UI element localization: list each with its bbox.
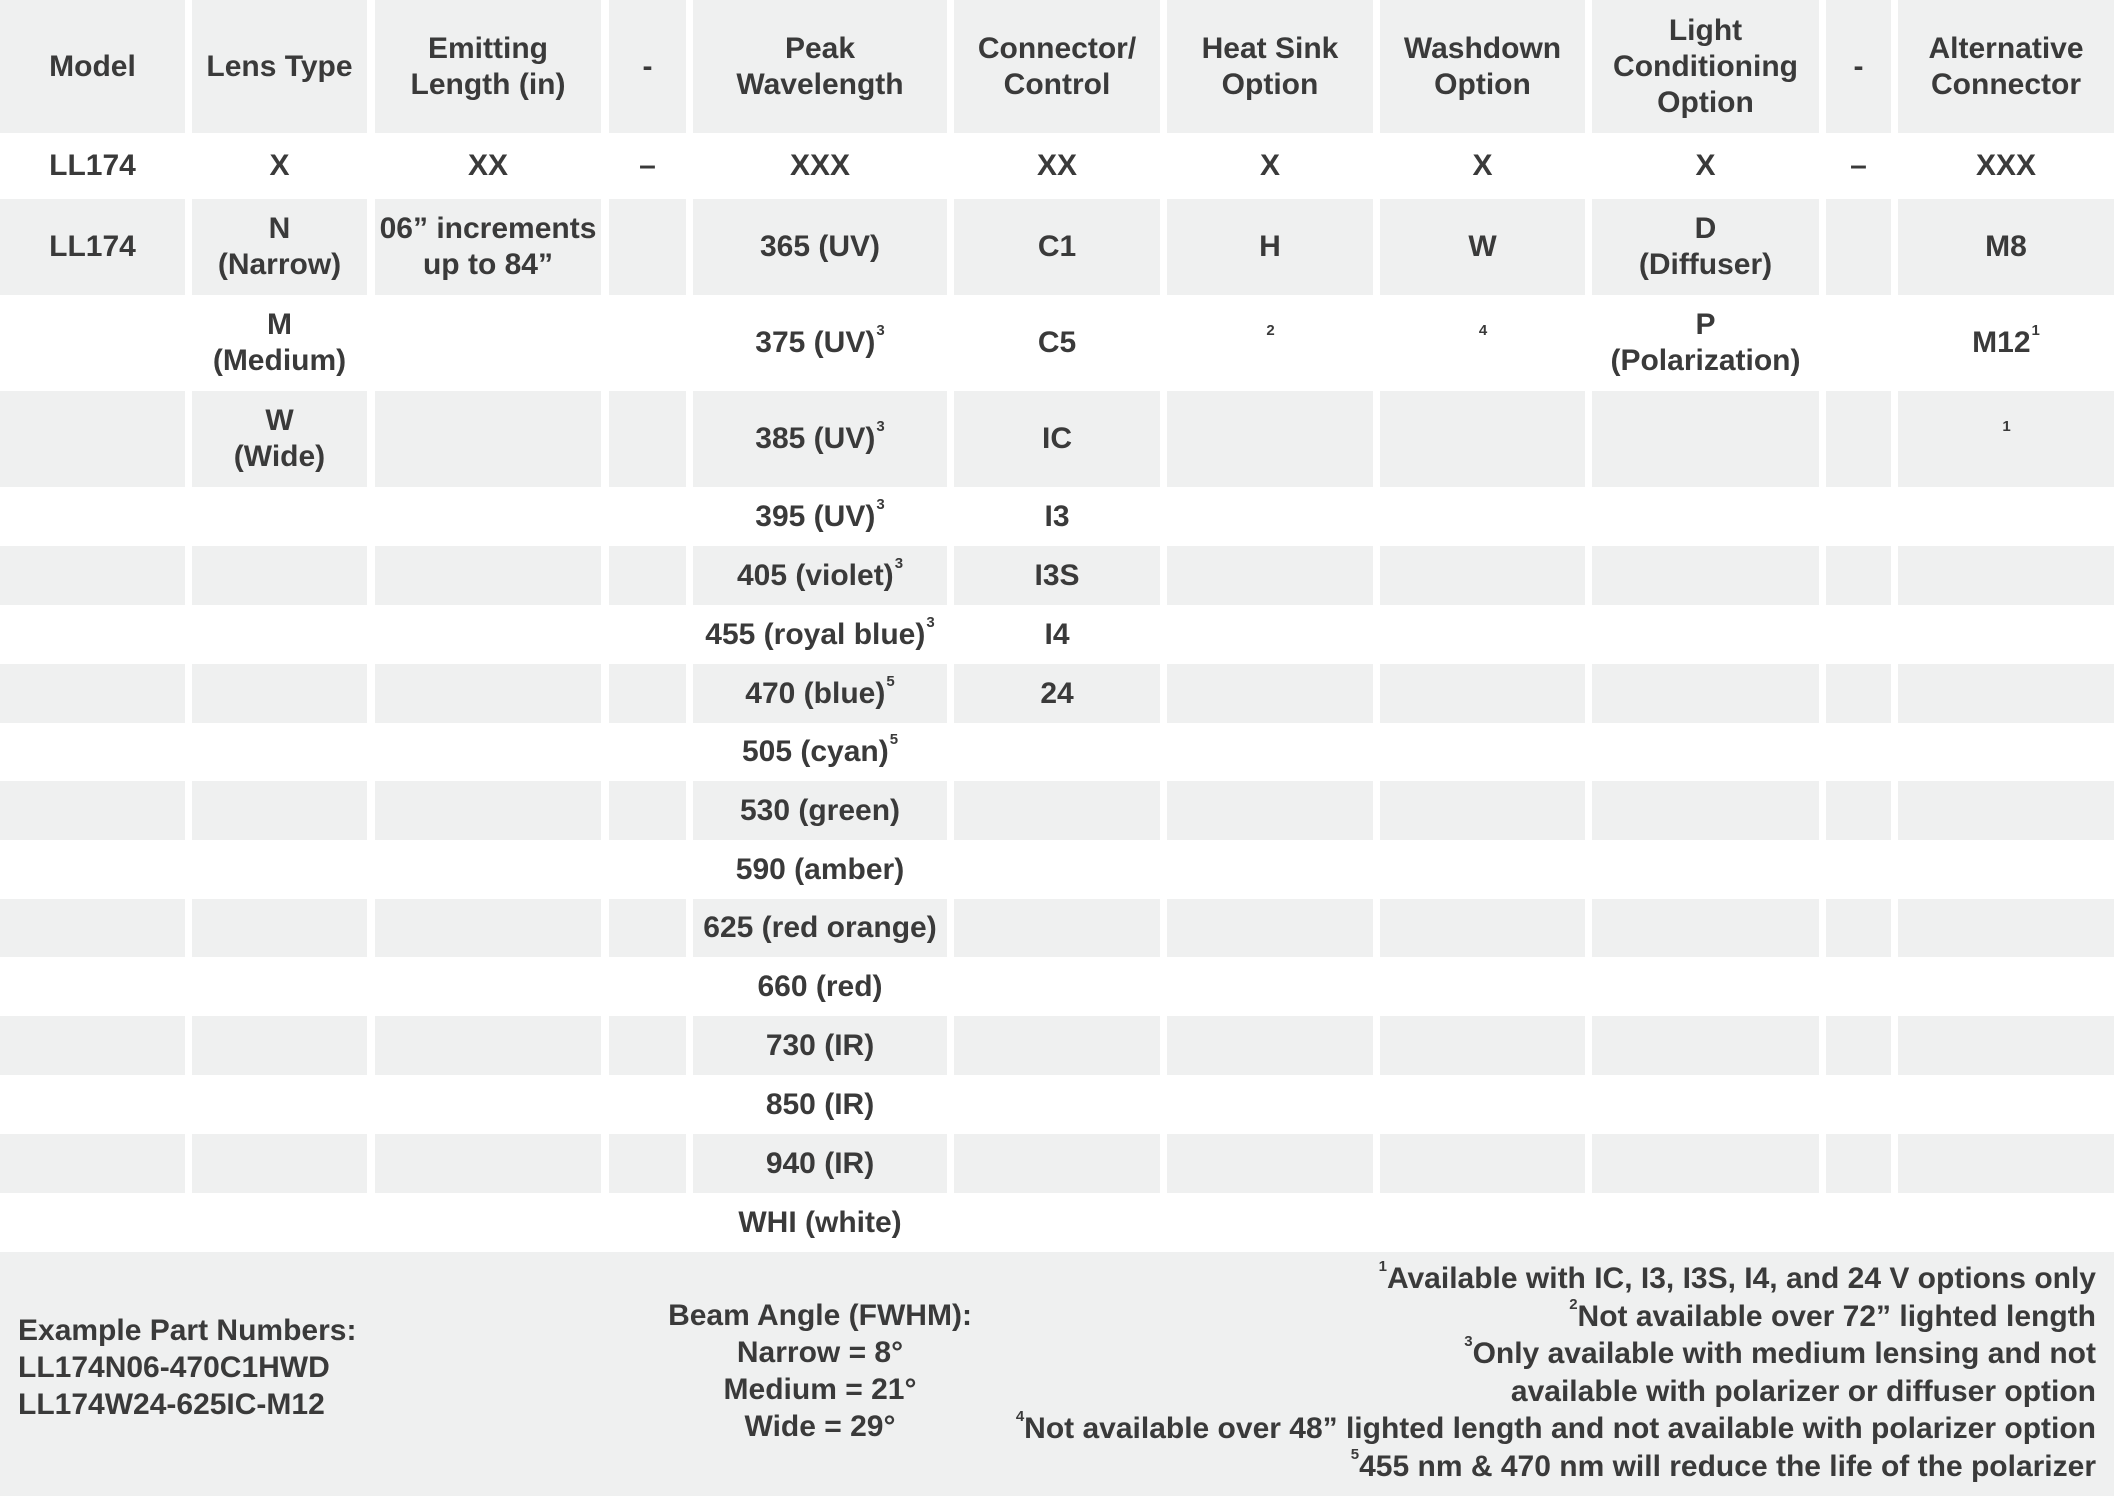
cell-peak-wavelength: 625 (red orange): [693, 899, 947, 957]
footnote-marker: 3: [894, 554, 904, 572]
cell-connector-control: I4: [1044, 617, 1070, 651]
cell-heat-sink: [1167, 487, 1373, 546]
table-row: [0, 1193, 2114, 1252]
cell-separator: [609, 781, 686, 840]
footnote-marker: 3: [876, 322, 885, 339]
table-row: [0, 391, 2114, 487]
header-connector-control: Connector/ Control: [954, 0, 1160, 133]
cell-separator: [609, 605, 686, 664]
cell-peak-wavelength: 505 (cyan)$^5$: [741, 731, 899, 768]
cell-alternative-connector: [1898, 1075, 2114, 1134]
cell-washdown: [1380, 957, 1585, 1016]
footnote-line: [996, 1335, 2096, 1373]
table-row: [0, 781, 2114, 840]
cell-peak-wavelength: 590 (amber): [735, 852, 905, 886]
cell-model: [0, 391, 185, 487]
cell-connector-control: [954, 840, 1160, 899]
cell-emitting-length: [375, 391, 601, 487]
cell-lens-type: [192, 605, 367, 664]
cell-separator: [609, 487, 686, 546]
cell-connector-control: [954, 1193, 1160, 1252]
cell-washdown: [1380, 1193, 1585, 1252]
cell-model: LL174: [49, 149, 136, 182]
cell-emitting-length: [375, 295, 601, 391]
cell-emitting-length: [375, 1134, 601, 1193]
cell-lens-type: [192, 1016, 367, 1075]
cell-light-conditioning: [1592, 723, 1819, 781]
table-header-row: [0, 0, 2114, 133]
cell-washdown: [1380, 899, 1585, 957]
cell-washdown: [1380, 723, 1585, 781]
cell-lens-type: [192, 899, 367, 957]
cell-alternative-connector: [1898, 1016, 2114, 1075]
cell-emitting-length: [375, 605, 601, 664]
cell-lens-type: [192, 723, 367, 781]
cell-alternative-connector: [1898, 781, 2114, 840]
header-light-conditioning: Light Conditioning Option: [1592, 0, 1819, 133]
cell-separator: [1826, 1075, 1891, 1134]
cell-washdown: W: [1380, 199, 1585, 295]
table-row: [0, 199, 2114, 295]
table-row: [0, 1134, 2114, 1193]
cell-alternative-connector: [1898, 840, 2114, 899]
cell-connector-control: 24: [954, 664, 1160, 723]
cell-peak-wavelength: 385 (UV)$^3$: [693, 391, 947, 487]
cell-separator: [1826, 546, 1891, 605]
cell-heat-sink: [1167, 899, 1373, 957]
cell-washdown: [1380, 295, 1585, 391]
cell-emitting-length: 06” increments up to 84”: [375, 199, 601, 295]
footnote-number: 3: [1464, 1333, 1473, 1350]
header-model: Model: [0, 0, 185, 133]
cell-separator: [609, 899, 686, 957]
cell-peak-wavelength: 395 (UV)$^3$: [755, 495, 885, 533]
cell-peak-wavelength: 375 (UV)$^3$: [755, 322, 885, 359]
cell-light-conditioning: [1592, 487, 1819, 546]
cell-emitting-length: [375, 957, 601, 1016]
cell-connector-control: I3S: [954, 546, 1160, 605]
cell-separator: [609, 957, 686, 1016]
table-row: [0, 133, 2114, 199]
cell-alternative-connector: [1898, 487, 2114, 546]
cell-lens-type: [192, 487, 367, 546]
cell-emitting-length: [375, 546, 601, 605]
cell-separator: [1826, 295, 1891, 391]
cell-lens-type: [192, 781, 367, 840]
cell-separator: [609, 664, 686, 723]
footnote-line: [996, 1260, 2096, 1298]
cell-alternative-connector: [1898, 899, 2114, 957]
footnote-marker: 5: [889, 731, 899, 748]
cell-alternative-connector: M8: [1898, 199, 2114, 295]
cell-separator: [609, 1016, 686, 1075]
cell-lens-type: [192, 546, 367, 605]
example-part-1: LL174N06-470C1HWD: [18, 1351, 330, 1384]
footnote-marker: 5: [886, 672, 895, 690]
cell-separator: [1826, 664, 1891, 723]
cell-separator: [1826, 605, 1891, 664]
cell-washdown: [1380, 487, 1585, 546]
cell-separator: [609, 1075, 686, 1134]
cell-connector-control: [954, 957, 1160, 1016]
cell-peak-wavelength: XXX: [789, 149, 851, 182]
cell-lens-type: W (Wide): [192, 391, 367, 487]
footnote-line: [996, 1373, 2096, 1411]
cell-lens-type: N (Narrow): [192, 199, 367, 295]
beam-title: Beam Angle (FWHM):: [668, 1299, 972, 1332]
cell-separator: –: [639, 149, 656, 182]
cell-separator: [609, 1134, 686, 1193]
cell-model: [0, 957, 185, 1016]
cell-model: [0, 1193, 185, 1252]
cell-light-conditioning: [1592, 1075, 1819, 1134]
cell-connector-control: C1: [954, 199, 1160, 295]
cell-separator: [609, 546, 686, 605]
cell-heat-sink: [1167, 391, 1373, 487]
cell-separator: [1826, 199, 1891, 295]
footnotes: [996, 1260, 2096, 1485]
cell-heat-sink: [1167, 840, 1373, 899]
cell-separator: [1826, 723, 1891, 781]
cell-connector-control: [954, 723, 1160, 781]
cell-connector-control: IC: [954, 391, 1160, 487]
cell-emitting-length: [375, 1075, 601, 1134]
cell-peak-wavelength: 365 (UV): [693, 199, 947, 295]
cell-alternative-connector: [1898, 1193, 2114, 1252]
table-row: [0, 899, 2114, 957]
footnote-marker: 3: [926, 613, 935, 631]
cell-lens-type: [192, 957, 367, 1016]
cell-heat-sink: [1167, 546, 1373, 605]
cell-separator: [1826, 1193, 1891, 1252]
cell-heat-sink: [1167, 1134, 1373, 1193]
footnote-marker: 2: [1266, 322, 1275, 339]
cell-light-conditioning: D (Diffuser): [1592, 199, 1819, 295]
table-row: [0, 487, 2114, 546]
footnote-marker: 3: [876, 495, 885, 513]
cell-model: [0, 1016, 185, 1075]
cell-emitting-length: [375, 899, 601, 957]
cell-emitting-length: [375, 1016, 601, 1075]
cell-separator: [609, 723, 686, 781]
cell-peak-wavelength: 405 (violet)$^3$: [693, 546, 947, 605]
cell-washdown: [1380, 781, 1585, 840]
cell-emitting-length: [375, 487, 601, 546]
cell-model: [0, 781, 185, 840]
cell-model: [0, 295, 185, 391]
cell-connector-control: [954, 1016, 1160, 1075]
cell-model: [0, 664, 185, 723]
cell-peak-wavelength: 660 (red): [757, 969, 883, 1003]
footnote-number: 1: [1378, 1258, 1387, 1275]
footnote-number: 4: [1015, 1408, 1025, 1425]
footnote-text: available with polarizer or diffuser option: [1510, 1374, 2096, 1408]
cell-connector-control: I3: [1044, 499, 1070, 533]
header-washdown: Washdown Option: [1380, 0, 1585, 133]
cell-washdown: X: [1472, 149, 1493, 182]
cell-heat-sink: [1167, 605, 1373, 664]
cell-light-conditioning: [1592, 1016, 1819, 1075]
cell-light-conditioning: [1592, 664, 1819, 723]
cell-alternative-connector: [1898, 664, 2114, 723]
cell-washdown: [1380, 664, 1585, 723]
cell-heat-sink: H: [1167, 199, 1373, 295]
cell-washdown: [1380, 1075, 1585, 1134]
cell-alternative-connector: [1898, 391, 2114, 487]
cell-light-conditioning: P (Polarization): [1610, 308, 1801, 377]
cell-washdown: [1380, 1016, 1585, 1075]
cell-connector-control: [954, 899, 1160, 957]
cell-light-conditioning: [1592, 957, 1819, 1016]
cell-separator: [609, 840, 686, 899]
cell-lens-type: [192, 1134, 367, 1193]
table-row: [0, 840, 2114, 899]
cell-separator: [609, 295, 686, 391]
footnote-line: [996, 1410, 2096, 1448]
cell-emitting-length: [375, 664, 601, 723]
beam-narrow: Narrow = 8°: [736, 1336, 904, 1369]
cell-lens-type: [192, 1193, 367, 1252]
cell-model: [0, 605, 185, 664]
cell-lens-type: X: [269, 149, 290, 182]
footnote-marker: 4: [1478, 322, 1488, 339]
table-row: [0, 546, 2114, 605]
cell-washdown: [1380, 1134, 1585, 1193]
cell-separator: [609, 199, 686, 295]
cell-alternative-connector: [1898, 1134, 2114, 1193]
cell-separator: [1826, 957, 1891, 1016]
cell-alternative-connector: [1898, 546, 2114, 605]
cell-heat-sink: [1167, 1193, 1373, 1252]
cell-separator: [1826, 391, 1891, 487]
cell-washdown: [1380, 546, 1585, 605]
cell-light-conditioning: [1592, 391, 1819, 487]
footnote-line: [996, 1445, 2096, 1486]
cell-light-conditioning: [1592, 781, 1819, 840]
cell-light-conditioning: [1592, 1193, 1819, 1252]
cell-peak-wavelength: 940 (IR): [693, 1134, 947, 1193]
cell-separator: [1826, 781, 1891, 840]
cell-separator: [609, 391, 686, 487]
table-row: [0, 295, 2114, 391]
cell-separator: [1826, 840, 1891, 899]
cell-model: [0, 487, 185, 546]
cell-light-conditioning: [1592, 605, 1819, 664]
header-emitting-length: Emitting Length (in): [375, 0, 601, 133]
table-row: [0, 605, 2114, 664]
cell-model: [0, 546, 185, 605]
cell-peak-wavelength: 530 (green): [693, 781, 947, 840]
table-row: [0, 664, 2114, 723]
table-row: [0, 1075, 2114, 1134]
table-footer: [0, 1252, 2114, 1496]
cell-heat-sink: [1167, 295, 1373, 391]
cell-emitting-length: [375, 840, 601, 899]
table-row: [0, 1016, 2114, 1075]
cell-peak-wavelength: 850 (IR): [765, 1087, 875, 1121]
cell-heat-sink: [1167, 957, 1373, 1016]
cell-emitting-length: [375, 723, 601, 781]
footnote-number: 5: [1350, 1445, 1360, 1463]
cell-emitting-length: [375, 781, 601, 840]
cell-separator: [1826, 1134, 1891, 1193]
cell-separator: [1826, 1016, 1891, 1075]
header-lens-type: Lens Type: [192, 0, 367, 133]
cell-light-conditioning: [1592, 899, 1819, 957]
cell-emitting-length: XX: [467, 149, 509, 182]
cell-alternative-connector: $M12^1$: [1972, 322, 2040, 359]
cell-alternative-connector: [1898, 723, 2114, 781]
cell-separator: [609, 1193, 686, 1252]
cell-lens-type: M (Medium): [212, 308, 347, 377]
cell-peak-wavelength: 470 (blue)$^5$: [693, 664, 947, 723]
footnote-marker: 3: [876, 418, 885, 435]
cell-washdown: [1380, 391, 1585, 487]
footnote-number: 2: [1569, 1295, 1578, 1313]
table-row: [0, 723, 2114, 781]
table-row: [0, 957, 2114, 1016]
footnote-marker: 1: [2031, 322, 2040, 339]
cell-model: [0, 899, 185, 957]
header-heat-sink: Heat Sink Option: [1167, 0, 1373, 133]
cell-lens-type: [192, 1075, 367, 1134]
cell-connector-control: [954, 1075, 1160, 1134]
cell-model: [0, 840, 185, 899]
example-title: Example Part Numbers:: [18, 1314, 357, 1347]
header-peak-wavelength: Peak Wavelength: [693, 0, 947, 133]
cell-connector-control: XX: [1036, 149, 1078, 182]
beam-medium: Medium = 21°: [723, 1373, 917, 1406]
example-part-numbers: [18, 1312, 356, 1423]
footnote-text: Not available over 48” lighted length and not available with polarizer option: [1024, 1412, 2096, 1445]
header-separator: -: [609, 0, 686, 133]
cell-model: [0, 1075, 185, 1134]
cell-light-conditioning: X: [1695, 149, 1716, 182]
cell-separator: [1826, 899, 1891, 957]
footnote-text: Not available over 72” lighted length: [1577, 1299, 2096, 1333]
cell-emitting-length: [375, 1193, 601, 1252]
footnote-line: [996, 1295, 2096, 1336]
cell-lens-type: [192, 840, 367, 899]
cell-heat-sink: X: [1259, 149, 1280, 182]
cell-washdown: [1380, 605, 1585, 664]
cell-connector-control: C5: [1037, 326, 1077, 359]
cell-heat-sink: [1167, 781, 1373, 840]
footnote-text: Available with IC, I3, I3S, I4, and 24 V options only: [1386, 1262, 2096, 1295]
beam-wide: Wide = 29°: [744, 1410, 896, 1443]
cell-model: [0, 723, 185, 781]
cell-heat-sink: [1167, 1075, 1373, 1134]
cell-lens-type: [192, 664, 367, 723]
header-alternative-connector: Alternative Connector: [1898, 0, 2114, 133]
cell-heat-sink: [1167, 664, 1373, 723]
cell-light-conditioning: [1592, 546, 1819, 605]
cell-alternative-connector: [1898, 957, 2114, 1016]
cell-model: [0, 1134, 185, 1193]
footnote-text: Only available with medium lensing and not: [1472, 1337, 2096, 1370]
cell-light-conditioning: [1592, 1134, 1819, 1193]
example-part-2: LL174W24-625IC-M12: [18, 1388, 325, 1421]
cell-washdown: [1380, 840, 1585, 899]
cell-separator: [1826, 487, 1891, 546]
cell-peak-wavelength: 455 (royal blue)$^3$: [705, 613, 935, 651]
cell-connector-control: [954, 1134, 1160, 1193]
cell-light-conditioning: [1592, 840, 1819, 899]
cell-heat-sink: [1167, 723, 1373, 781]
cell-separator: –: [1850, 149, 1867, 182]
cell-connector-control: [954, 781, 1160, 840]
cell-alternative-connector: [1898, 605, 2114, 664]
footnote-text: 455 nm & 470 nm will reduce the life of the polarizer: [1359, 1449, 2096, 1483]
footnote-marker: 1: [2002, 418, 2011, 435]
header-separator: -: [1826, 0, 1891, 133]
cell-heat-sink: [1167, 1016, 1373, 1075]
cell-model: LL174: [0, 199, 185, 295]
cell-peak-wavelength: WHI (white): [738, 1205, 902, 1239]
cell-peak-wavelength: 730 (IR): [693, 1016, 947, 1075]
cell-alternative-connector: XXX: [1975, 149, 2037, 182]
